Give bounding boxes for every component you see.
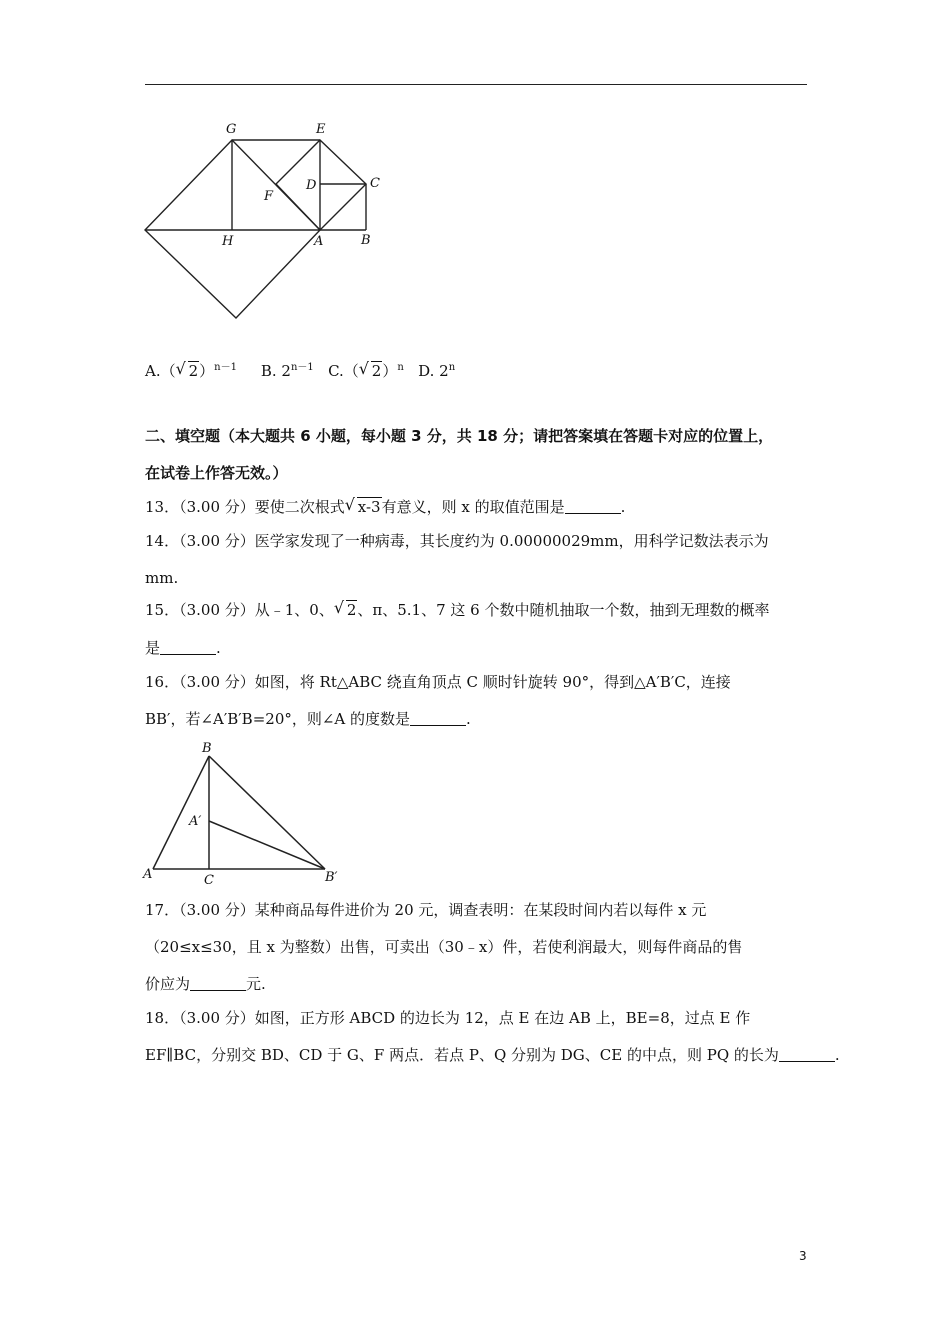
question-13: 13．（3.00 分）要使二次根式 √ x-3有意义，则 x 的取值范围是 . <box>145 495 626 516</box>
question-16: 16．（3.00 分）如图，将 Rt△ABC 绕直角顶点 C 顺时针旋转 90°，得到△A′B′C，连接 <box>145 673 731 691</box>
question-14: 14．（3.00 分）医学家发现了一种病毒，其长度约为 0.00000029mm，用科学记数法表示为 <box>145 532 769 550</box>
label-B: B <box>361 233 371 248</box>
question-17-cont: （20≤x≤30，且 x 为整数）出售，可卖出（30﹣x）件，若使利润最大，则每件商品的售 <box>145 938 743 956</box>
question-16-cont: BB′，若∠A′B′B=20°，则∠A 的度数是 . <box>145 710 471 728</box>
answer-blank <box>190 976 246 991</box>
label-A: A <box>143 867 153 882</box>
answer-blank <box>160 640 216 655</box>
label-H: H <box>222 234 234 249</box>
label-B: B <box>202 741 212 756</box>
label-B-prime: B′ <box>325 870 338 885</box>
option-d: D. 2$^n$ <box>418 362 456 380</box>
page-number: 3 <box>799 1249 807 1263</box>
geometry-figure-squares <box>140 118 390 323</box>
option-c: C.（ √ 2）$^n$ <box>328 359 404 380</box>
section-heading-cont: 在试卷上作答无效。） <box>145 464 288 482</box>
answer-options <box>145 358 455 381</box>
label-C: C <box>370 176 380 191</box>
question-18: 18．（3.00 分）如图，正方形 ABCD 的边长为 12，点 E 在边 AB 上，BE=8，过点 E 作 <box>145 1009 751 1027</box>
answer-blank <box>410 711 466 726</box>
label-A: A <box>314 234 324 249</box>
label-E: E <box>316 122 326 137</box>
option-a: A.（ √ 2）$^{n-1}$ <box>145 359 237 380</box>
label-C: C <box>204 873 214 888</box>
question-15: 15．（3.00 分）从﹣1、0、 √ 2、π、5.1、7 这 6 个数中随机抽取一个数，抽到无理数的概率 <box>145 598 770 619</box>
label-G: G <box>226 122 237 137</box>
question-17: 17．（3.00 分）某种商品每件进价为 20 元，调查表明：在某段时间内若以每件 x 元 <box>145 901 707 919</box>
label-D: D <box>306 178 317 193</box>
question-17-cont2: 价应为 元. <box>145 975 266 993</box>
question-18-cont: EF∥BC，分别交 BD、CD 于 G、F 两点．若点 P、Q 分别为 DG、CE 的中点，则 PQ 的长为 . <box>145 1046 840 1064</box>
question-15-cont: 是 . <box>145 639 221 657</box>
section-heading: 二、填空题（本大题共 6 小题，每小题 3 分，共 18 分；请把答案填在答题卡对应的位置上， <box>145 427 774 445</box>
question-14-cont: mm. <box>145 569 179 587</box>
answer-blank <box>779 1047 835 1062</box>
header-rule <box>145 84 807 85</box>
geometry-figure-triangle <box>140 738 350 888</box>
option-b: B. $2^{n-1}$ <box>260 362 314 380</box>
label-F: F <box>264 189 274 204</box>
label-A-prime: A′ <box>189 814 202 829</box>
answer-blank <box>565 499 621 514</box>
